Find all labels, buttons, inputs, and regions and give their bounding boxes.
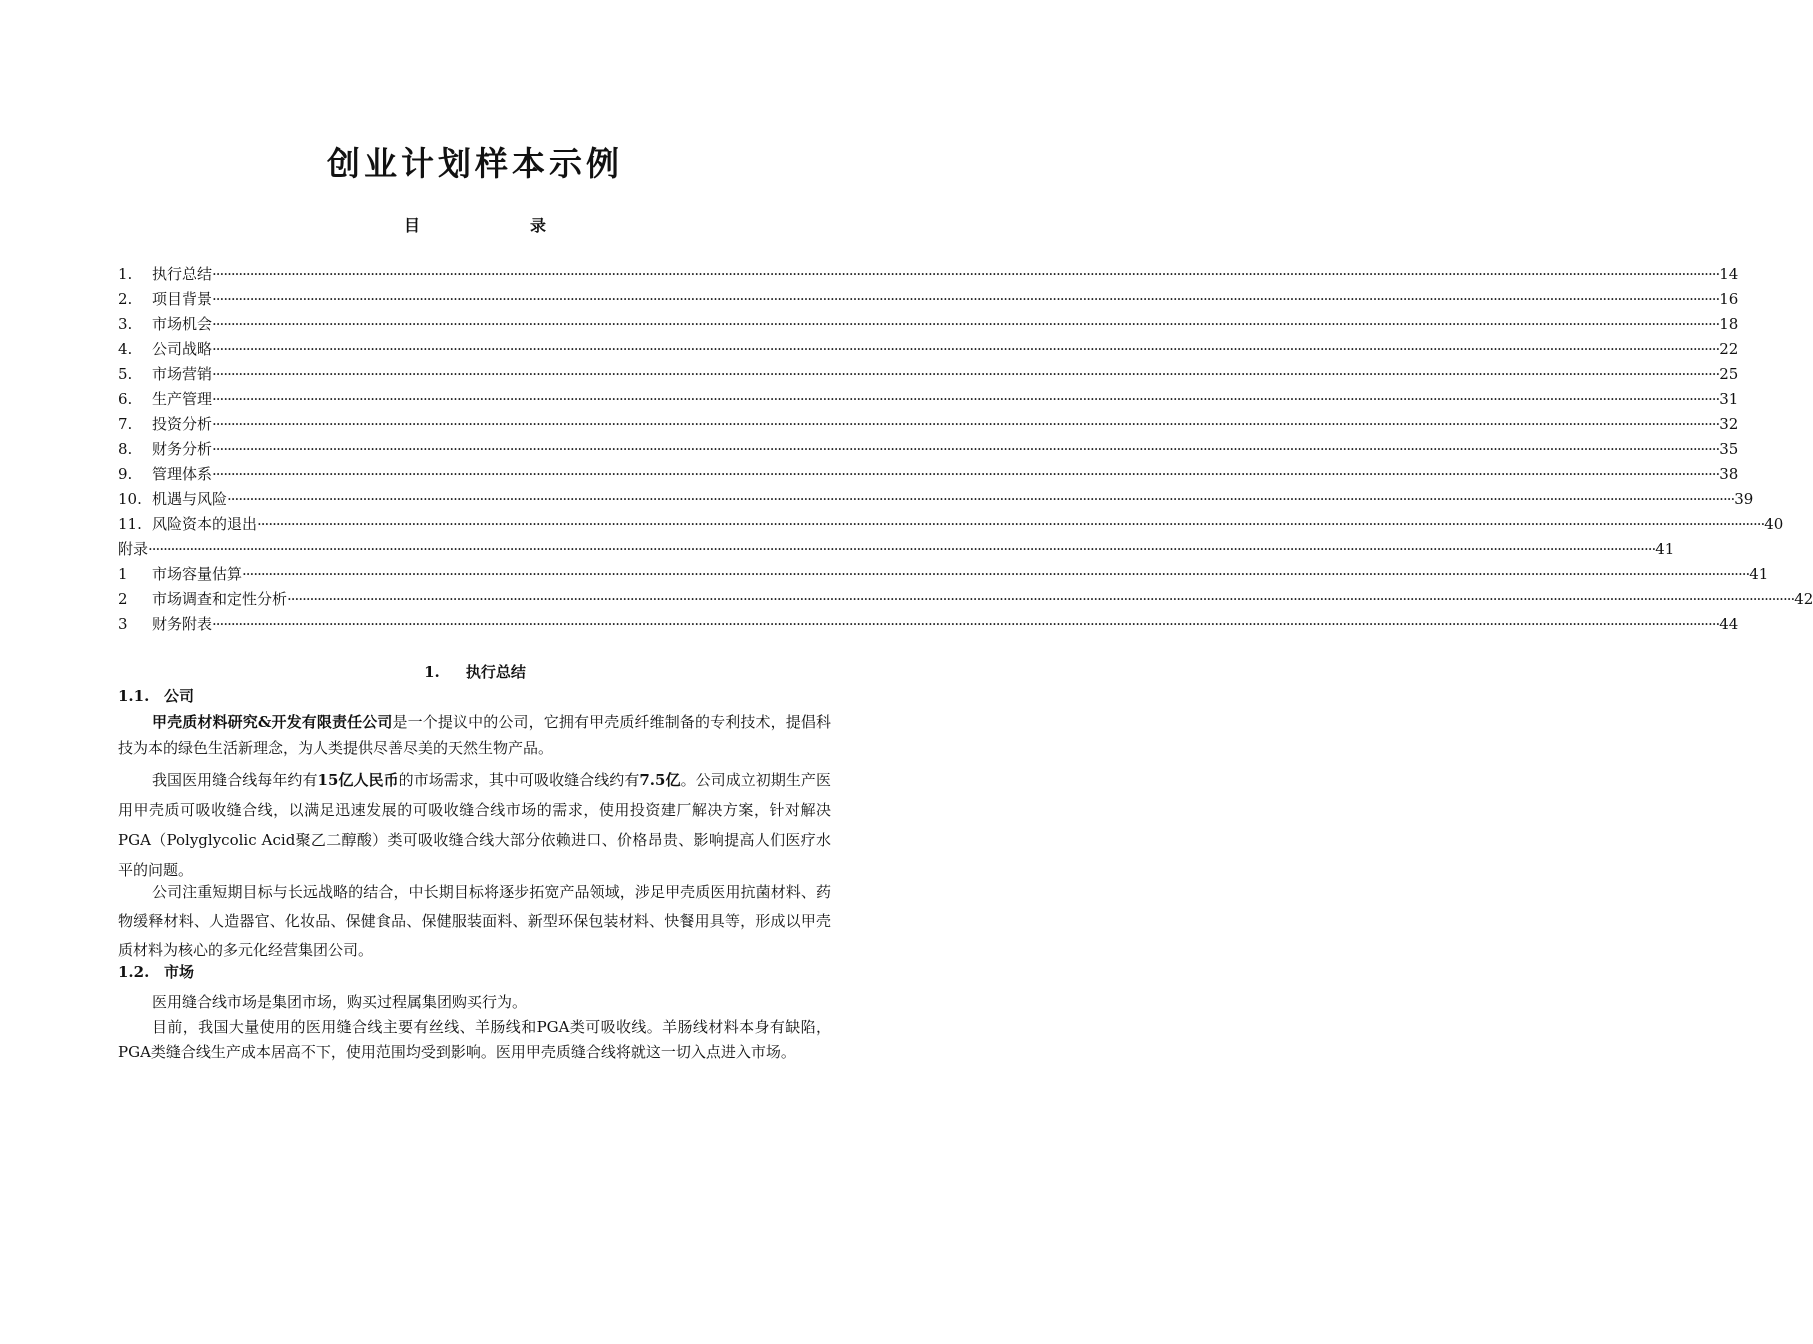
paragraph-text: 是一个提议中的公司，它拥有甲壳质纤维制备的专利技术，提倡科技为本的绿色生活新理念，为人类提供尽善尽美的天然生物产品。 <box>118 713 831 757</box>
section-heading <box>0 660 950 684</box>
paragraph-market-type: 医用缝合线市场是集团市场，购买过程属集团购买行为。 <box>152 993 528 1011</box>
toc-entry[interactable] <box>118 562 1769 587</box>
subsection-title: 市场 <box>164 963 195 981</box>
toc-entry[interactable] <box>118 362 1739 387</box>
toc-leader-dots: ················································································································································································································································································································································································································ <box>212 315 1720 333</box>
toc-entry-title: 公司战略 <box>152 340 213 358</box>
toc-leader-dots: ················································································································································································································································································································································································································ <box>212 365 1720 383</box>
toc-entry-page: 41 <box>1655 540 1675 558</box>
toc-entry-title: 生产管理 <box>152 390 213 408</box>
paragraph-market-detail: 目前，我国大量使用的医用缝合线主要有丝线、羊肠线和PGA类可吸收线。羊肠线材料本身有缺陷，PGA类缝合线生产成本居高不下，使用范围均受到影响。医用甲壳质缝合线将就这一切入点进入市场。 <box>118 1018 831 1061</box>
toc-entry-page: 18 <box>1719 315 1739 333</box>
toc-leader-dots: ················································································································································································································································································································································································································ <box>212 415 1720 433</box>
toc-entry-page: 25 <box>1719 365 1739 383</box>
toc-entry-number: 3. <box>118 315 133 333</box>
toc-entry-page: 31 <box>1719 390 1739 408</box>
toc-entry-page: 32 <box>1719 415 1739 433</box>
toc-entry[interactable] <box>118 537 1675 562</box>
toc-heading <box>0 213 950 236</box>
toc-entry[interactable] <box>118 312 1739 337</box>
subsection-number: 1.1. <box>118 687 150 705</box>
toc-leader-dots: ················································································································································································································································································································································································································ <box>212 465 1720 483</box>
paragraph-text: 的市场需求，其中可吸收缝合线约有 <box>398 771 640 789</box>
subsection-heading-market <box>118 960 194 984</box>
toc-entry[interactable] <box>118 287 1739 312</box>
toc-heading-left: 目 <box>403 216 420 235</box>
highlight-value: 15亿人民币 <box>317 771 399 789</box>
toc-entry-page: 38 <box>1719 465 1739 483</box>
paragraph-company-intro <box>118 709 831 761</box>
toc-entry-number: 10. <box>118 490 142 508</box>
toc-entry-number: 9. <box>118 465 133 483</box>
toc-entry[interactable] <box>118 412 1739 437</box>
paragraph-text: 。公司成立初期生产医用甲壳质可吸收缝合线，以满足迅速发展的可吸收缝合线市场的需求，使用投资建厂解决方案，针对解决PGA（Polyglycolic Acid聚乙二醇酸）类可吸收缝合线大部分依赖进口、价格昂贵、影响提高人们医疗水平的问题。 <box>118 771 831 879</box>
toc-entry-title: 财务分析 <box>152 440 213 458</box>
toc-entry-page: 39 <box>1734 490 1754 508</box>
toc-entry[interactable] <box>118 612 1739 637</box>
company-name: 甲壳质材料研究&开发有限责任公司 <box>152 713 393 731</box>
toc-entry-number: 1 <box>118 565 128 583</box>
table-of-contents <box>118 262 1813 637</box>
toc-entry-number: 4. <box>118 340 133 358</box>
toc-leader-dots: ················································································································································································································································································································································································································ <box>212 440 1720 458</box>
toc-entry[interactable] <box>118 512 1784 537</box>
toc-entry[interactable] <box>118 387 1739 412</box>
toc-entry-title: 市场调查和定性分析 <box>152 590 288 608</box>
toc-entry[interactable] <box>118 462 1739 487</box>
toc-leader-dots: ················································································································································································································································································································································································································ <box>212 265 1720 283</box>
toc-entry-number: 3 <box>118 615 128 633</box>
document-title: 创业计划样本示例 <box>327 144 623 183</box>
paragraph-text: 我国医用缝合线每年约有 <box>152 771 318 789</box>
toc-entry-number: 6. <box>118 390 133 408</box>
toc-entry-title: 投资分析 <box>152 415 213 433</box>
toc-entry[interactable] <box>118 437 1739 462</box>
toc-entry-title: 市场容量估算 <box>152 565 243 583</box>
toc-entry-page: 42 <box>1794 590 1813 608</box>
toc-entry-page: 40 <box>1764 515 1784 533</box>
subsection-heading-company <box>118 684 194 708</box>
toc-entry-title: 风险资本的退出 <box>152 515 258 533</box>
section-number: 1. <box>424 663 440 681</box>
toc-entry-page: 16 <box>1719 290 1739 308</box>
toc-entry-number: 5. <box>118 365 133 383</box>
toc-entry[interactable] <box>118 262 1739 287</box>
toc-leader-dots: ················································································································································································································································································································································································································ <box>242 565 1750 583</box>
toc-entry-number: 2. <box>118 290 133 308</box>
toc-entry-number: 2 <box>118 590 128 608</box>
toc-leader-dots: ················································································································································································································································································································································································································ <box>212 290 1720 308</box>
toc-entry-title: 机遇与风险 <box>152 490 228 508</box>
toc-entry-title: 财务附表 <box>152 615 213 633</box>
toc-leader-dots: ················································································································································································································································································································································································································ <box>212 615 1720 633</box>
toc-entry-title: 执行总结 <box>152 265 213 283</box>
toc-entry[interactable] <box>118 587 1813 612</box>
paragraph-market-demand <box>118 765 831 885</box>
toc-entry-page: 44 <box>1719 615 1739 633</box>
toc-leader-dots: ················································································································································································································································································································································································································ <box>212 340 1720 358</box>
toc-entry-title: 市场营销 <box>152 365 213 383</box>
toc-entry-page: 22 <box>1719 340 1739 358</box>
toc-entry-page: 14 <box>1719 265 1739 283</box>
subsection-number: 1.2. <box>118 963 150 981</box>
toc-entry[interactable] <box>118 487 1754 512</box>
highlight-value: 7.5亿 <box>639 771 681 789</box>
toc-entry-page: 35 <box>1719 440 1739 458</box>
toc-entry[interactable] <box>118 337 1739 362</box>
toc-leader-dots: ················································································································································································································································································································································································································ <box>227 490 1735 508</box>
toc-leader-dots: ················································································································································································································································································································································································································ <box>257 515 1765 533</box>
toc-entry-title: 项目背景 <box>152 290 213 308</box>
toc-entry-number: 11. <box>118 515 142 533</box>
toc-leader-dots: ················································································································································································································································································································································································································ <box>148 540 1656 558</box>
toc-leader-dots: ················································································································································································································································································································································································································ <box>212 390 1720 408</box>
toc-entry-page: 41 <box>1749 565 1769 583</box>
toc-heading-right: 录 <box>530 216 547 235</box>
paragraph-strategy: 公司注重短期目标与长远战略的结合，中长期目标将逐步拓宽产品领域，涉足甲壳质医用抗菌材料、药物缓释材料、人造器官、化妆品、保健食品、保健服装面料、新型环保包装材料、快餐用具等，形成以甲壳质材料为核心的多元化经营集团公司。 <box>118 883 831 959</box>
toc-entry-title: 管理体系 <box>152 465 213 483</box>
toc-entry-number: 7. <box>118 415 133 433</box>
toc-entry-title: 市场机会 <box>152 315 213 333</box>
subsection-title: 公司 <box>164 687 195 705</box>
toc-entry-number: 8. <box>118 440 133 458</box>
section-title: 执行总结 <box>465 663 526 681</box>
toc-entry-title: 附录 <box>118 540 149 558</box>
toc-entry-number: 1. <box>118 265 133 283</box>
toc-leader-dots: ················································································································································································································································································································································································································ <box>287 590 1795 608</box>
